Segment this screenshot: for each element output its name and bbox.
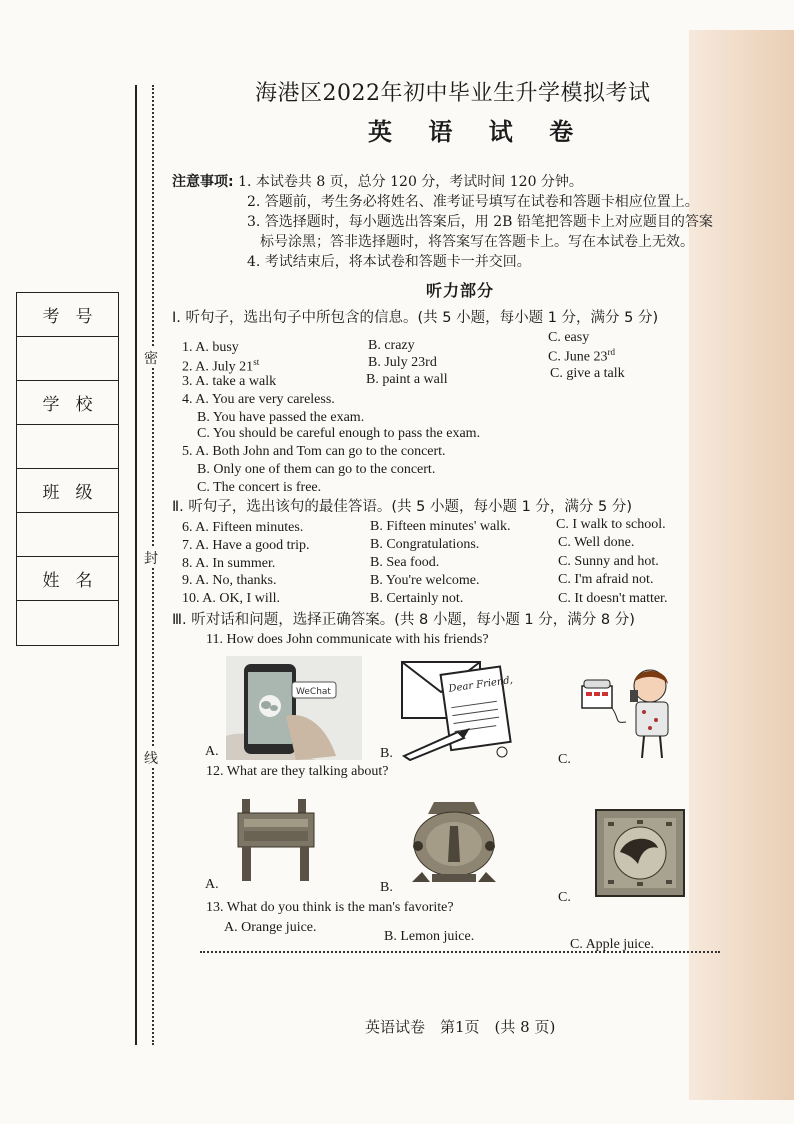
section-title: 听力部分 (426, 281, 495, 300)
q13-option-b: B. Lemon juice. (384, 929, 475, 944)
letter-greeting: Dear Friend, (447, 674, 514, 695)
q10-option-a: 10. A. OK, I will. (182, 591, 280, 606)
note-item: 4. 考试结束后，将本试卷和答题卡一并交回。 (247, 254, 531, 270)
q4-option-b: B. You have passed the exam. (197, 410, 365, 425)
q6-option-b: B. Fifteen minutes' walk. (370, 519, 511, 534)
q13-option-a: A. Orange juice. (224, 920, 317, 935)
q10-option-c: C. It doesn't matter. (558, 591, 668, 606)
q4-option-a: 4. A. You are very careless. (182, 392, 335, 407)
exam-notes (172, 172, 757, 272)
q13-option-c: C. Apple juice. (570, 937, 654, 952)
student-info-table (16, 292, 119, 646)
q6-option-a: 6. A. Fifteen minutes. (182, 520, 304, 535)
q8-option-c: C. Sunny and hot. (558, 554, 659, 569)
note-item: 3. 答选择题时，每小题选出答案后，用 2B 铅笔把答题卡上对应题目的答案 (247, 214, 713, 230)
page-footer: 英语试卷 第1页 (共 8 页) (365, 1018, 556, 1036)
note-item: 1. 本试卷共 8 页，总分 120 分，考试时间 120 分钟。 (238, 174, 583, 190)
q4-option-c: C. You should be careful enough to pass the exam. (197, 426, 481, 441)
part2-heading: Ⅱ. 听句子，选出该句的最佳答语。(共 5 小题，每小题 1 分，满分 5 分) (172, 499, 632, 515)
q6-option-c: C. I walk to school. (556, 517, 666, 532)
seal-char-feng: 封 (144, 548, 158, 568)
class-field (17, 513, 118, 557)
q1-option-c: C. easy (548, 330, 590, 345)
q7-option-a: 7. A. Have a good trip. (182, 538, 310, 553)
q13-stem: 13. What do you think is the man's favorite? (206, 900, 454, 915)
exam-subtitle: 英 语 试 卷 (368, 118, 588, 146)
wechat-label: WeChat (296, 687, 331, 697)
smartphone-wechat-picture (226, 656, 362, 760)
seismograph-vessel-picture (404, 796, 504, 890)
q2-option-b: B. July 23rd (368, 355, 437, 370)
q1-option-b: B. crazy (368, 338, 415, 353)
binding-line (135, 85, 137, 1045)
q5-option-c: C. The concert is free. (197, 480, 322, 495)
seal-char-mi: 密 (144, 348, 158, 368)
q3-option-a: 3. A. take a walk (182, 374, 277, 389)
compass-sinan-picture (594, 808, 686, 898)
school-label: 学校 (17, 381, 118, 425)
q8-option-b: B. Sea food. (370, 555, 440, 570)
part3-heading: Ⅲ. 听对话和问题，选择正确答案。(共 8 小题，每小题 1 分，满分 8 分) (172, 612, 635, 628)
q8-option-a: 8. A. In summer. (182, 556, 276, 571)
q12-option-a: A. (205, 877, 219, 892)
q5-option-b: B. Only one of them can go to the concert. (197, 462, 436, 477)
school-field (17, 425, 118, 469)
q2-option-c: C. June 23rd (548, 347, 615, 365)
letter-envelope-picture (398, 656, 520, 764)
question-divider (200, 951, 720, 953)
q2-option-a: 2. A. July 21st (182, 357, 260, 375)
class-label: 班级 (17, 469, 118, 513)
q9-option-b: B. You're welcome. (370, 573, 480, 588)
q9-option-a: 9. A. No, thanks. (182, 573, 277, 588)
notes-label: 注意事项: (172, 174, 234, 190)
name-label: 姓名 (17, 557, 118, 601)
seal-char-xian: 线 (144, 748, 158, 768)
note-item: 标号涂黑；答非选择题时，将答案写在答题卡上。写在本试卷上无效。 (260, 234, 694, 250)
bronze-ding-picture (234, 797, 318, 883)
exam-title: 海港区2022年初中毕业生升学模拟考试 (255, 81, 651, 106)
q12-stem: 12. What are they talking about? (206, 764, 389, 779)
q11-option-b: B. (380, 746, 393, 761)
part1-heading: Ⅰ. 听句子，选出句子中所包含的信息。(共 5 小题，每小题 1 分，满分 5 分) (172, 310, 659, 326)
q10-option-b: B. Certainly not. (370, 591, 464, 606)
girl-telephone-picture (580, 664, 686, 760)
q11-option-c: C. (558, 752, 571, 767)
q3-option-b: B. paint a wall (366, 372, 448, 387)
q11-stem: 11. How does John communicate with his friends? (206, 632, 489, 647)
q9-option-c: C. I'm afraid not. (558, 572, 654, 587)
q7-option-b: B. Congratulations. (370, 537, 480, 552)
q5-option-a: 5. A. Both John and Tom can go to the concert. (182, 444, 446, 459)
q7-option-c: C. Well done. (558, 535, 635, 550)
exam-number-label: 考号 (17, 293, 118, 337)
q11-option-a: A. (205, 744, 219, 759)
q12-option-c: C. (558, 890, 571, 905)
q1-option-a: 1. A. busy (182, 340, 239, 355)
name-field (17, 601, 118, 645)
q3-option-c: C. give a talk (550, 366, 625, 381)
q12-option-b: B. (380, 880, 393, 895)
exam-number-field (17, 337, 118, 381)
note-item: 2. 答题前，考生务必将姓名、准考证号填写在试卷和答题卡相应位置上。 (247, 194, 699, 210)
